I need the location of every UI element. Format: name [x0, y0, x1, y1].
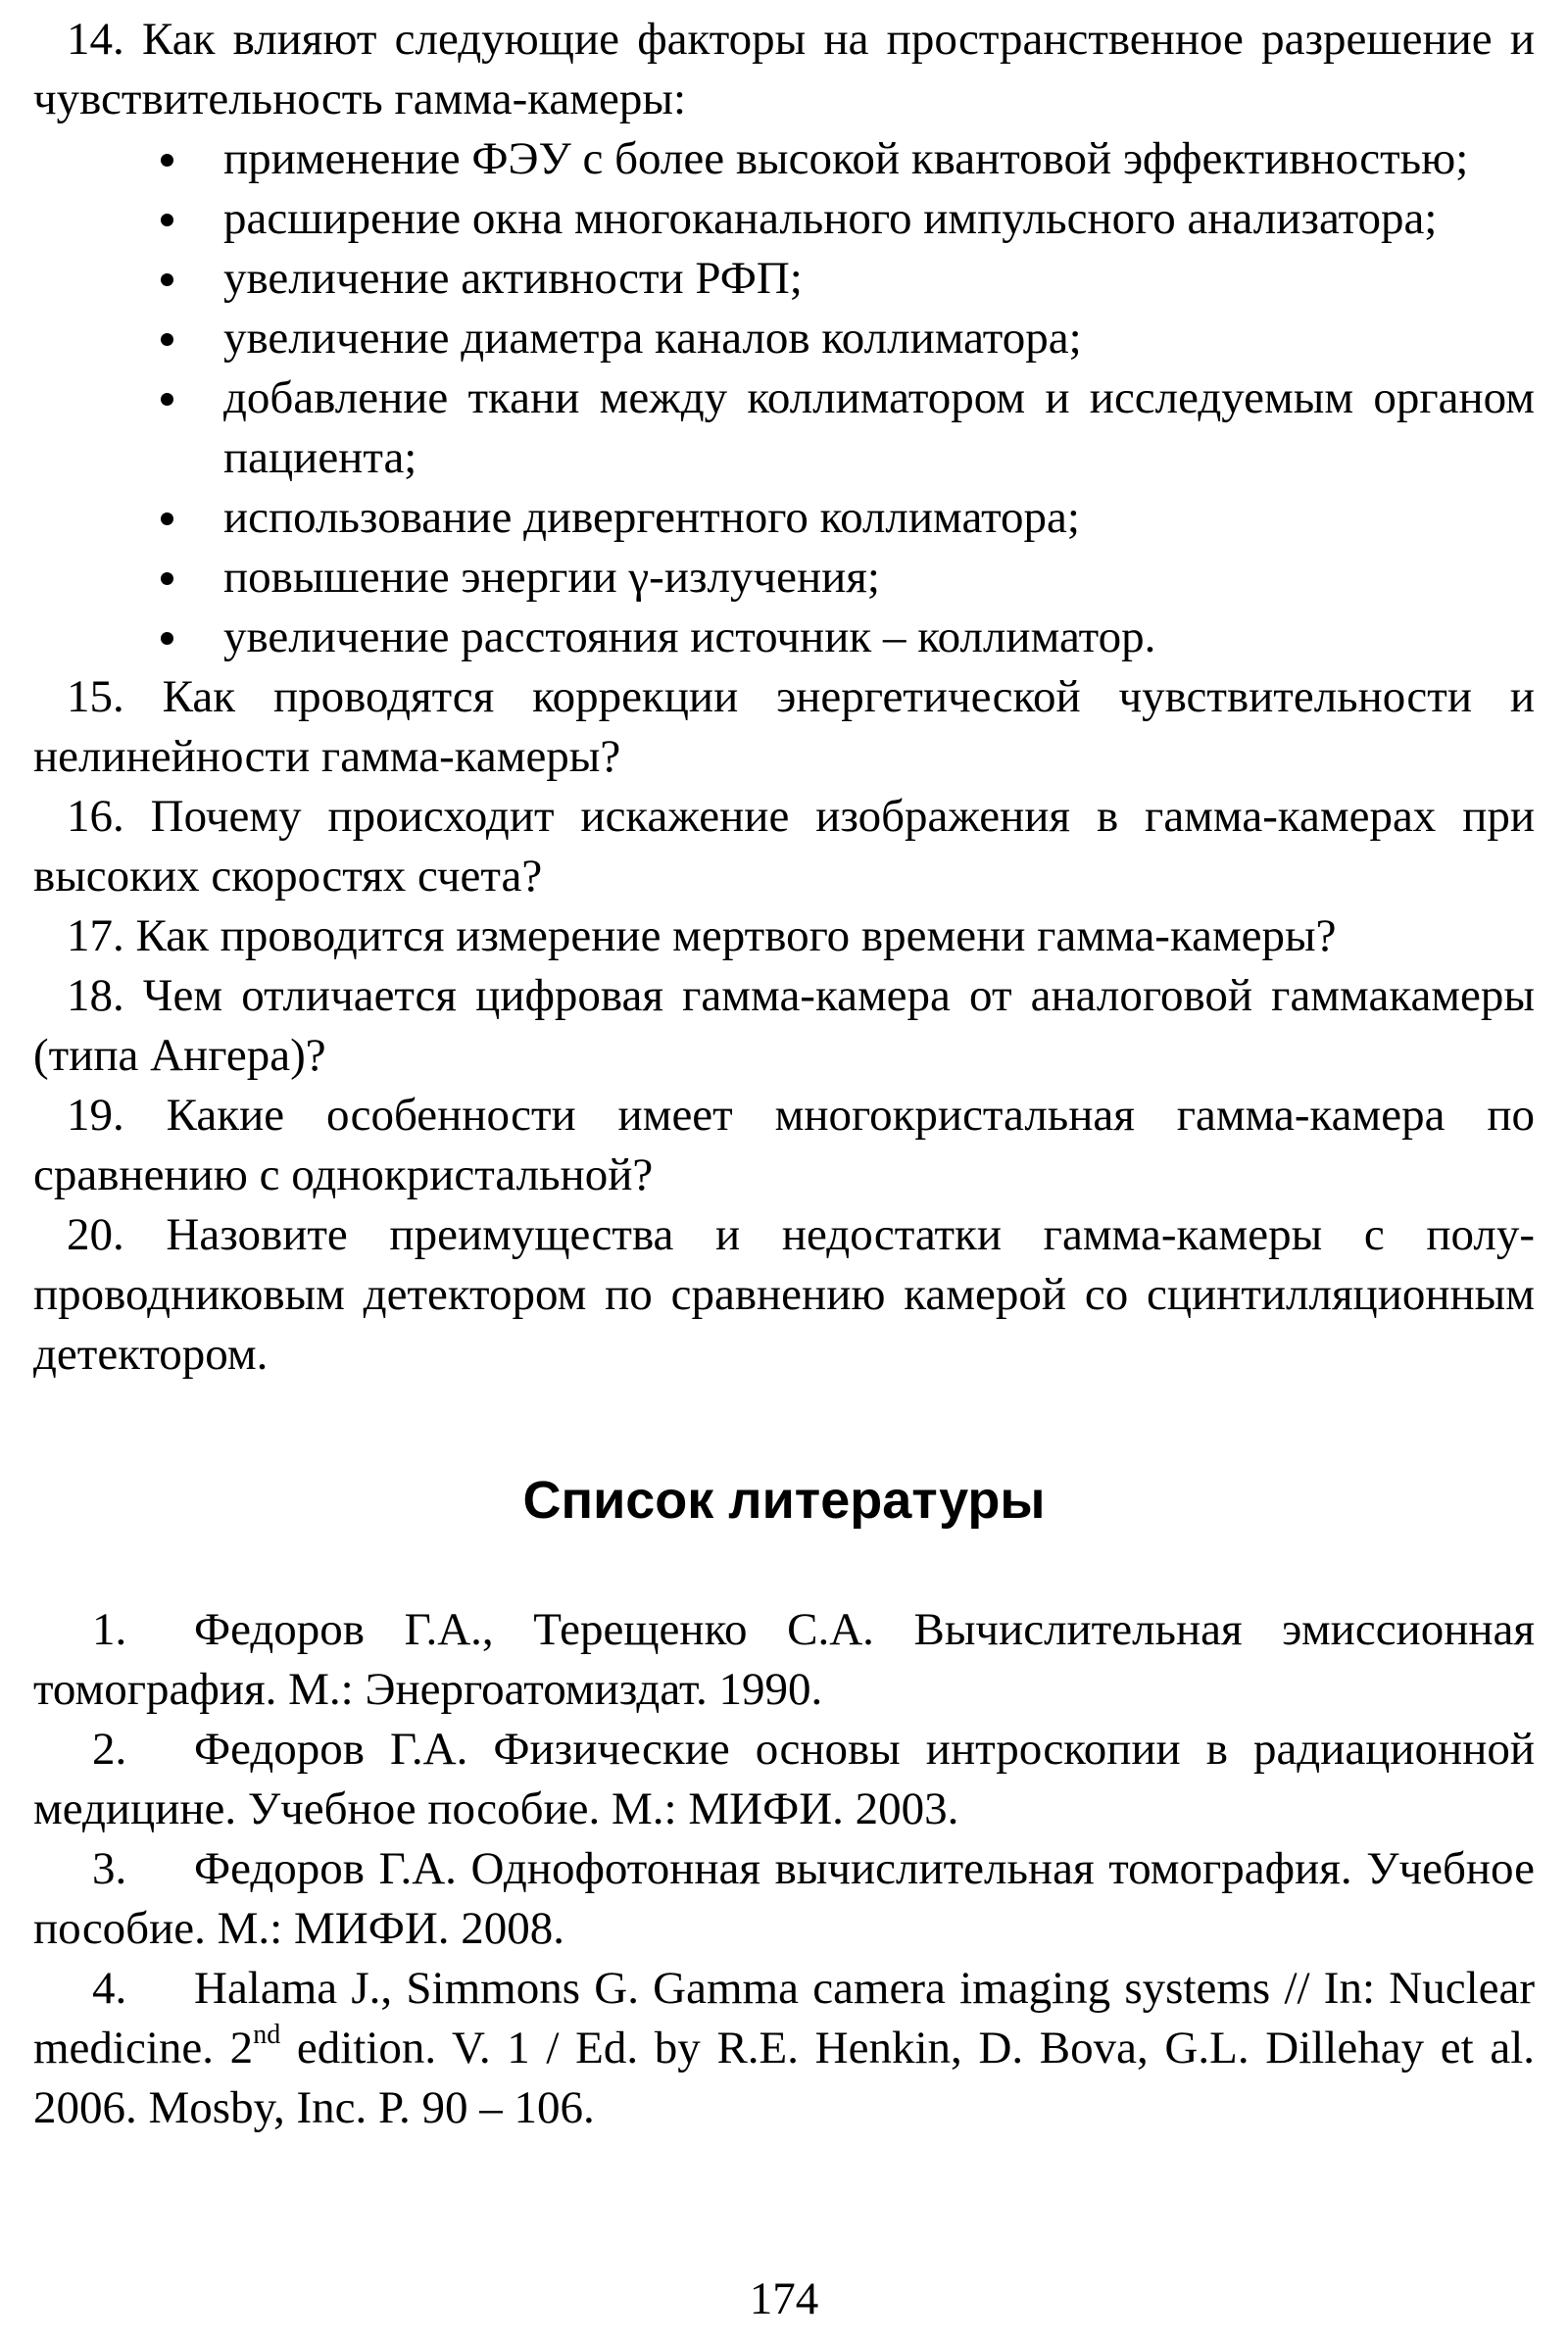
bullet-icon	[161, 572, 173, 585]
question-number: 17.	[67, 910, 124, 961]
list-item-text: использование дивергентного коллиматора;	[223, 492, 1080, 543]
reference-item	[33, 1839, 1535, 1959]
question-19	[33, 1086, 1535, 1205]
question-text: Какие особенности имеет многокристальная гамма-камера по сравнению с однокристальной?	[33, 1090, 1536, 1200]
question-text: Чем отличается цифровая гамма-камера от аналоговой гаммакамеры (типа Ангера)?	[33, 970, 1535, 1081]
section-heading: Список литературы	[522, 1471, 1046, 1530]
reference-list	[33, 1600, 1535, 2138]
list-item-text: расширение окна многоканального импульсного анализатора;	[223, 193, 1438, 244]
question-14	[33, 10, 1535, 129]
question-text: Почему происходит искажение изображения в гамма-камерах при высоких скоростях счета?	[33, 791, 1536, 902]
bullet-icon	[161, 154, 173, 167]
bullet-icon	[161, 273, 173, 286]
list-item-text: увеличение активности РФП;	[223, 253, 803, 304]
bullet-icon	[161, 393, 173, 406]
page-content	[33, 10, 1535, 2138]
reference-number: 1.	[92, 1604, 127, 1655]
question-number: 18.	[67, 970, 124, 1021]
bullet-icon	[161, 632, 173, 645]
bullet-icon	[161, 333, 173, 346]
page-number: 174	[749, 2273, 819, 2324]
superscript: nd	[253, 2020, 281, 2050]
list-item	[33, 548, 1535, 608]
question-number: 14.	[67, 14, 124, 65]
question-16	[33, 787, 1535, 906]
reference-text: Федоров Г.А., Терещенко С.А. Вычислительная эмиссионная томография. М.: Энергоатомиздат. 1990.	[33, 1604, 1535, 1715]
reference-text-continued: edition. V. 1 / Ed. by R.E. Henkin, D. Bova, G.L. Dillehay et al. 2006. Mosby, Inc. P. 90 – 106.	[33, 2023, 1536, 2133]
list-item	[33, 368, 1535, 488]
question-18	[33, 966, 1535, 1086]
list-item	[33, 249, 1535, 309]
bullet-icon	[161, 214, 173, 226]
reference-item	[33, 1959, 1535, 2138]
question-number: 15.	[67, 671, 124, 722]
question-20	[33, 1205, 1535, 1385]
question-text: Как проводятся коррекции энергетической чувствительности и нелинейности гамма-камеры?	[33, 671, 1536, 782]
reference-text: Федоров Г.А. Физические основы интроскопии в радиационной медицине. Учебное пособие. М.: МИФИ. 2003.	[33, 1724, 1535, 1834]
list-item-text: добавление ткани между коллиматором и исследуемым органом пациента;	[223, 372, 1535, 483]
list-item	[33, 129, 1535, 189]
reference-text: Halama J., Simmons G. Gamma camera imaging systems // In: Nuclear medicine. 2	[33, 1963, 1535, 2074]
question-number: 20.	[67, 1209, 124, 1260]
reference-number: 4.	[92, 1963, 127, 2014]
question-text: Как влияют следующие факторы на пространственное разрешение и чувствительность гамма-камеры:	[33, 14, 1536, 124]
question-number: 16.	[67, 791, 124, 842]
factor-list	[33, 129, 1535, 667]
question-15	[33, 667, 1535, 787]
list-item	[33, 608, 1535, 667]
list-item	[33, 488, 1535, 548]
list-item	[33, 189, 1535, 249]
list-item-text: повышение энергии γ-излучения;	[223, 552, 880, 603]
list-item-text: увеличение расстояния источник – коллиматор.	[223, 611, 1156, 662]
reference-number: 2.	[92, 1724, 127, 1775]
reference-item	[33, 1720, 1535, 1839]
list-item-text: увеличение диаметра каналов коллиматора;	[223, 313, 1082, 364]
list-item	[33, 309, 1535, 368]
reference-number: 3.	[92, 1843, 127, 1894]
question-text: Назовите преимущества и недостатки гамма-камеры с полупроводниковым детектором по сравнению камерой со сцинтилляционным детектором.	[33, 1209, 1535, 1380]
question-text: Как проводится измерение мертвого времени гамма-камеры?	[135, 910, 1337, 961]
list-item-text: применение ФЭУ с более высокой квантовой эффективностью;	[223, 133, 1469, 184]
reference-item	[33, 1600, 1535, 1720]
bullet-icon	[161, 512, 173, 525]
question-17	[33, 906, 1535, 966]
question-number: 19.	[67, 1090, 124, 1141]
reference-text: Федоров Г.А. Однофотонная вычислительная томография. Учебное пособие. М.: МИФИ. 2008.	[33, 1843, 1535, 1954]
